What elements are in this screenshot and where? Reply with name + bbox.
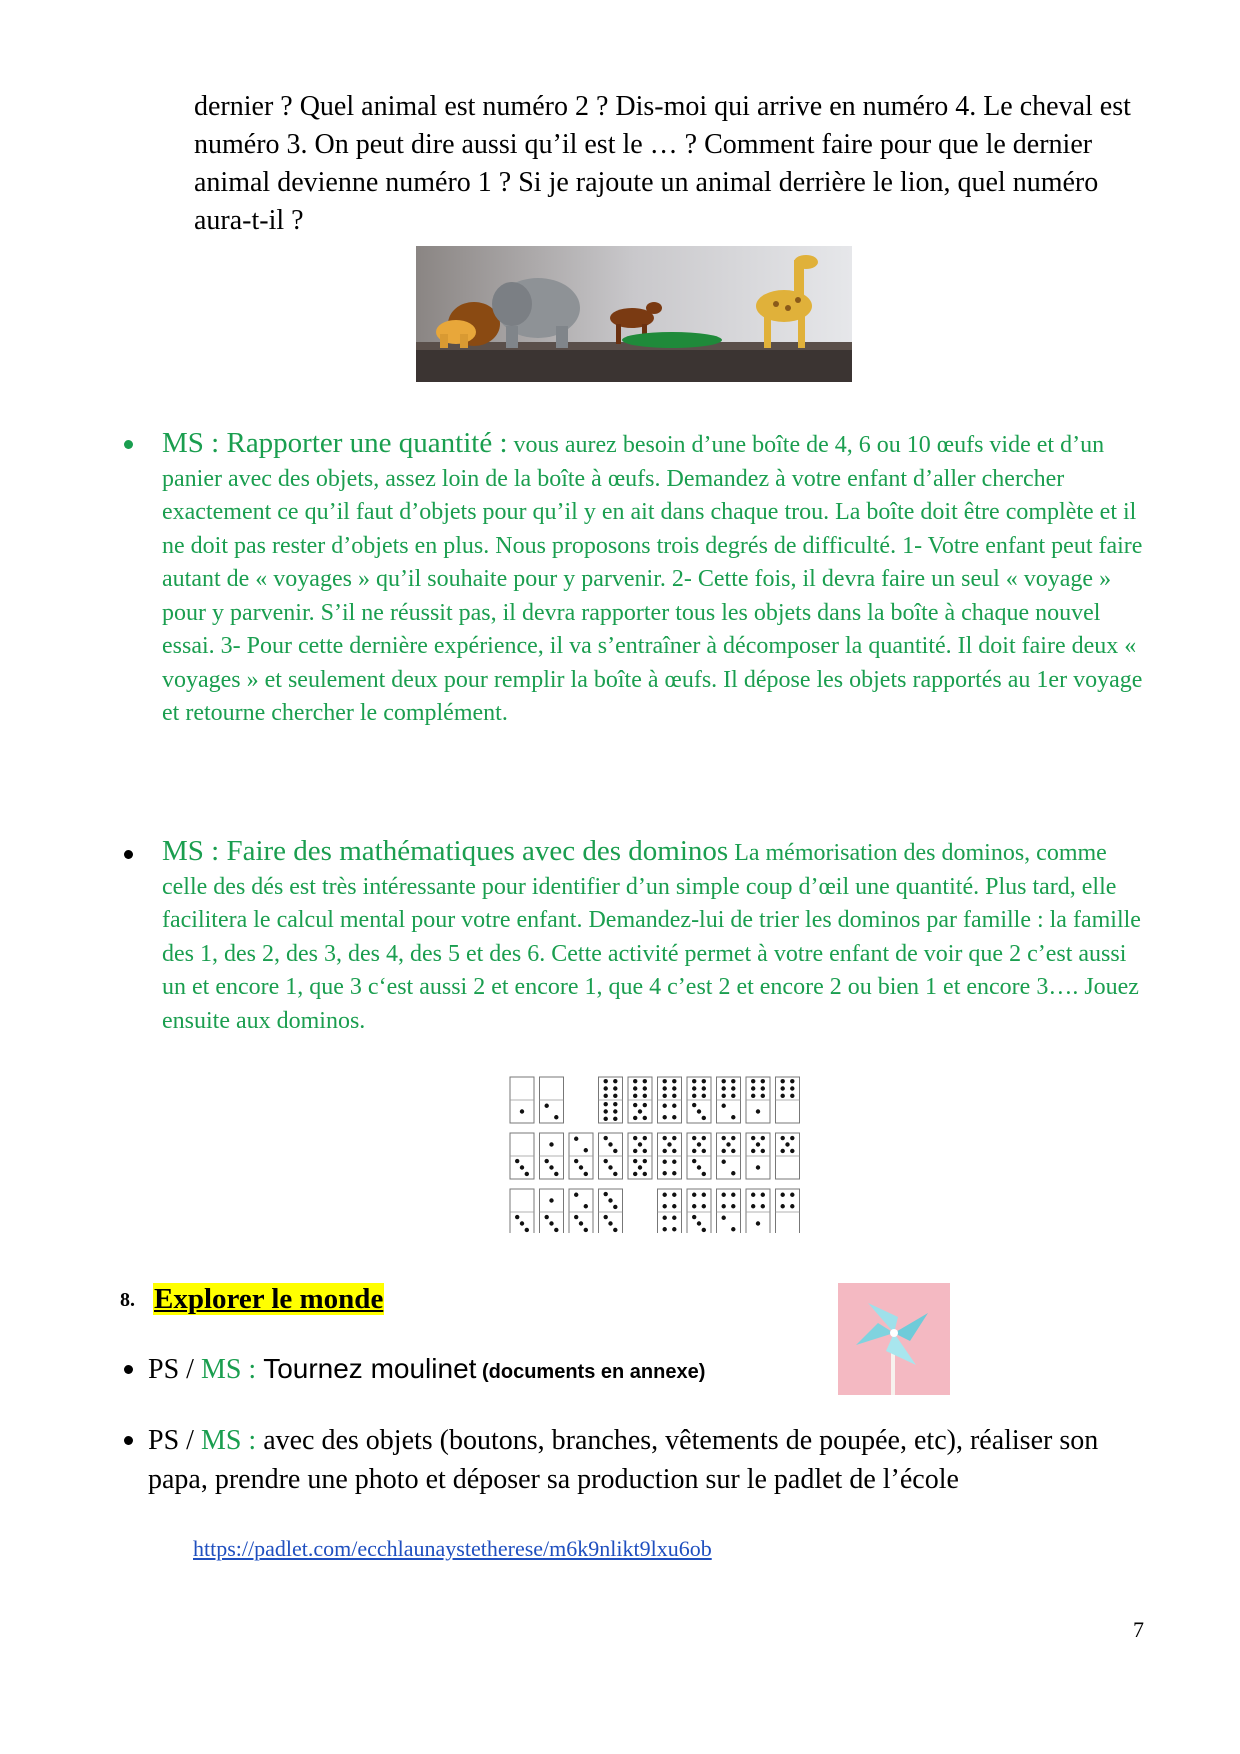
domino-pip xyxy=(722,1079,726,1083)
section-heading xyxy=(120,1283,384,1316)
domino-pip xyxy=(731,1204,735,1208)
domino-pip xyxy=(722,1160,726,1164)
domino-pip xyxy=(781,1086,785,1090)
bullet-dot xyxy=(124,1436,133,1445)
dominos-illustration xyxy=(508,1075,806,1233)
domino-pip xyxy=(604,1159,608,1163)
domino-pip xyxy=(672,1204,676,1208)
domino-pip xyxy=(672,1160,676,1164)
ms-label: MS xyxy=(200,1425,242,1456)
domino-pip xyxy=(702,1149,706,1153)
domino-pip xyxy=(731,1079,735,1083)
domino-pip xyxy=(702,1116,706,1120)
domino-pip xyxy=(554,1115,558,1119)
domino-pip xyxy=(663,1227,667,1231)
domino-tile xyxy=(746,1077,770,1123)
domino-pip xyxy=(663,1104,667,1108)
padlet-link[interactable]: https://padlet.com/ecchlaunaystetherese/m6k9nlikt9lxu6ob xyxy=(193,1536,712,1561)
domino-pip xyxy=(781,1136,785,1140)
domino-pip xyxy=(604,1215,608,1219)
domino-pip xyxy=(520,1165,524,1169)
domino-pip xyxy=(702,1136,706,1140)
domino-pip xyxy=(790,1136,794,1140)
domino-pip xyxy=(781,1193,785,1197)
domino-pip xyxy=(545,1215,549,1219)
domino-pip xyxy=(515,1215,519,1219)
domino-pip xyxy=(751,1193,755,1197)
domino-pip xyxy=(638,1109,642,1113)
domino-pip xyxy=(702,1086,706,1090)
domino-pip xyxy=(549,1198,553,1202)
domino-pip xyxy=(613,1109,617,1113)
domino-pip xyxy=(702,1193,706,1197)
domino-tile xyxy=(599,1133,623,1179)
domino-pip xyxy=(692,1215,696,1219)
domino-pip xyxy=(604,1102,608,1106)
domino-pip xyxy=(731,1171,735,1175)
domino-pip xyxy=(751,1079,755,1083)
domino-pip xyxy=(692,1204,696,1208)
domino-pip xyxy=(663,1136,667,1140)
domino-pip xyxy=(702,1228,706,1232)
domino-tile xyxy=(717,1077,741,1123)
domino-tile xyxy=(658,1189,682,1233)
page-number: 7 xyxy=(1133,1617,1144,1642)
domino-tile xyxy=(599,1189,623,1233)
domino-pip xyxy=(643,1086,647,1090)
domino-pip xyxy=(672,1136,676,1140)
domino-pip xyxy=(604,1117,608,1121)
domino-pip xyxy=(722,1094,726,1098)
domino-pip xyxy=(790,1079,794,1083)
domino-tile xyxy=(540,1133,564,1179)
domino-tile xyxy=(776,1189,800,1233)
bullet-rapporter-quantite xyxy=(162,427,1148,731)
domino-tile xyxy=(540,1189,564,1233)
domino-pip xyxy=(638,1165,642,1169)
domino-pip xyxy=(672,1216,676,1220)
bullet-dot xyxy=(124,440,133,449)
domino-pip xyxy=(554,1228,558,1232)
domino-pip xyxy=(604,1086,608,1090)
domino-pip xyxy=(604,1192,608,1196)
domino-pip xyxy=(554,1172,558,1176)
section-title: Explorer le monde xyxy=(154,1283,384,1315)
domino-pip xyxy=(574,1159,578,1163)
bullet-dominos xyxy=(162,835,1148,1038)
bullet-dot xyxy=(124,1365,133,1374)
item-note: (documents en annexe) xyxy=(476,1361,706,1383)
domino-pip xyxy=(663,1149,667,1153)
domino-pip xyxy=(633,1149,637,1153)
domino-pip xyxy=(761,1086,765,1090)
domino-pip xyxy=(520,1109,524,1113)
domino-pip xyxy=(633,1172,637,1176)
domino-pip xyxy=(672,1079,676,1083)
domino-pip xyxy=(781,1079,785,1083)
domino-tile xyxy=(510,1077,534,1123)
domino-pip xyxy=(672,1086,676,1090)
domino-pip xyxy=(613,1079,617,1083)
domino-pip xyxy=(613,1094,617,1098)
domino-tile xyxy=(776,1133,800,1179)
domino-pip xyxy=(731,1136,735,1140)
domino-pip xyxy=(525,1172,529,1176)
domino-pip xyxy=(643,1149,647,1153)
domino-pip xyxy=(756,1142,760,1146)
domino-pip xyxy=(756,1221,760,1225)
domino-pip xyxy=(785,1142,789,1146)
domino-pip xyxy=(545,1159,549,1163)
domino-pip xyxy=(751,1204,755,1208)
domino-pip xyxy=(545,1104,549,1108)
bullet-dot xyxy=(124,850,133,859)
domino-pip xyxy=(604,1094,608,1098)
ms-label: MS xyxy=(200,1354,242,1385)
domino-pip xyxy=(515,1159,519,1163)
domino-pip xyxy=(790,1149,794,1153)
domino-pip xyxy=(584,1204,588,1208)
domino-pip xyxy=(731,1193,735,1197)
domino-pip xyxy=(790,1204,794,1208)
domino-tile xyxy=(540,1077,564,1123)
domino-pip xyxy=(731,1115,735,1119)
colon: : xyxy=(241,1425,264,1456)
domino-pip xyxy=(722,1149,726,1153)
domino-tile xyxy=(717,1189,741,1233)
domino-pip xyxy=(643,1103,647,1107)
domino-pip xyxy=(584,1172,588,1176)
domino-pip xyxy=(751,1136,755,1140)
domino-pip xyxy=(584,1228,588,1232)
domino-pip xyxy=(663,1160,667,1164)
domino-pip xyxy=(722,1193,726,1197)
domino-pip xyxy=(643,1172,647,1176)
domino-pip xyxy=(525,1228,529,1232)
domino-pip xyxy=(702,1094,706,1098)
domino-tile xyxy=(569,1133,593,1179)
domino-pip xyxy=(643,1116,647,1120)
domino-pip xyxy=(667,1142,671,1146)
domino-pip xyxy=(672,1094,676,1098)
domino-pip xyxy=(608,1198,612,1202)
item-text: Tournez moulinet xyxy=(263,1353,477,1384)
domino-pip xyxy=(663,1193,667,1197)
domino-pip xyxy=(722,1204,726,1208)
item-tournez-moulinet xyxy=(148,1353,705,1386)
domino-pip xyxy=(633,1086,637,1090)
domino-pip xyxy=(722,1216,726,1220)
domino-pip xyxy=(751,1149,755,1153)
domino-pip xyxy=(608,1221,612,1225)
domino-tile xyxy=(687,1133,711,1179)
domino-tile xyxy=(569,1189,593,1233)
bullet-lead: MS : Rapporter une quantité : xyxy=(162,427,508,459)
domino-pip xyxy=(520,1221,524,1225)
domino-pip xyxy=(633,1159,637,1163)
domino-tile xyxy=(717,1133,741,1179)
domino-pip xyxy=(672,1149,676,1153)
domino-pip xyxy=(672,1115,676,1119)
domino-pip xyxy=(722,1136,726,1140)
bullet-body: vous aurez besoin d’une boîte de 4, 6 ou 10 œufs vide et d’un panier avec des objets, assez loin de la boîte à œufs. Demandez à votre enfant d’aller chercher exactement ce qu’il faut d’objets pour qu’il y en ait dans chaque trou. La boîte doit être complète et il ne doit pas rester d’objets en plus. Nous proposons trois degrés de difficulté. 1- Votre enfant peut faire autant de « voyages » qu’il souhaite pour y parvenir. 2- Cette fois, il devra faire un seul « voyage » pour y parvenir. S’il ne réussit pas, il devra rapporter tous les objets dans la boîte à chaque nouvel essai. 3- Pour cette dernière expérience, il va s’entraîner à décomposer la quantité. Il doit faire deux « voyages » et seulement deux pour remplir la boîte à œufs. Il dépose les objets rapportés au 1er voyage et retourne chercher le complément. xyxy=(162,432,1143,726)
domino-pip xyxy=(663,1204,667,1208)
separator: / xyxy=(179,1354,201,1385)
domino-pip xyxy=(574,1193,578,1197)
domino-pip xyxy=(781,1094,785,1098)
domino-tile xyxy=(687,1189,711,1233)
domino-pip xyxy=(663,1086,667,1090)
item-text: avec des objets (boutons, branches, vêtements de poupée, etc), réaliser son papa, prendre une photo et déposer sa production sur le padlet de l’école xyxy=(148,1425,1099,1495)
domino-pip xyxy=(579,1165,583,1169)
domino-pip xyxy=(579,1221,583,1225)
domino-pip xyxy=(692,1094,696,1098)
domino-pip xyxy=(613,1149,617,1153)
bullet-body: La mémorisation des dominos, comme celle des dés est très intéressante pour identifier d’un simple coup d’œil une quantité. Plus tard, elle facilitera le calcul mental pour votre enfant. Demandez-lui de trier les dominos par famille : la famille des 1, des 2, des 3, des 4, des 5 et des 6. Cette activité permet à votre enfant de voir que 2 c’est aussi un et encore 1, que 3 c‘est aussi 2 et encore 1, que 4 c’est 2 et encore 2 ou bien 1 et encore 3…. Jouez ensuite aux dominos. xyxy=(162,840,1141,1034)
ps-label: PS xyxy=(148,1354,180,1385)
domino-tile xyxy=(746,1133,770,1179)
domino-tile xyxy=(658,1077,682,1123)
domino-pip xyxy=(643,1079,647,1083)
domino-tile xyxy=(510,1189,534,1233)
domino-pip xyxy=(726,1142,730,1146)
domino-tile xyxy=(599,1077,623,1123)
domino-pip xyxy=(790,1094,794,1098)
domino-tile xyxy=(628,1133,652,1179)
domino-pip xyxy=(702,1079,706,1083)
domino-pip xyxy=(638,1142,642,1146)
domino-pip xyxy=(731,1094,735,1098)
domino-pip xyxy=(663,1115,667,1119)
domino-pip xyxy=(663,1079,667,1083)
domino-pip xyxy=(604,1079,608,1083)
domino-pip xyxy=(756,1165,760,1169)
domino-pip xyxy=(761,1204,765,1208)
domino-pip xyxy=(663,1171,667,1175)
domino-pip xyxy=(613,1172,617,1176)
domino-pip xyxy=(731,1086,735,1090)
domino-pip xyxy=(751,1086,755,1090)
colon: : xyxy=(241,1354,264,1385)
section-number: 8. xyxy=(120,1289,135,1311)
domino-pip xyxy=(697,1109,701,1113)
domino-pip xyxy=(672,1104,676,1108)
item-realiser-papa xyxy=(148,1422,1148,1499)
domino-pip xyxy=(643,1159,647,1163)
domino-tile xyxy=(628,1077,652,1123)
domino-pip xyxy=(702,1172,706,1176)
domino-pip xyxy=(613,1228,617,1232)
domino-pip xyxy=(756,1109,760,1113)
domino-pip xyxy=(702,1204,706,1208)
domino-pip xyxy=(663,1094,667,1098)
domino-pip xyxy=(608,1142,612,1146)
domino-pip xyxy=(751,1094,755,1098)
domino-pip xyxy=(574,1215,578,1219)
domino-pip xyxy=(761,1149,765,1153)
domino-pip xyxy=(781,1204,785,1208)
domino-pip xyxy=(692,1149,696,1153)
domino-pip xyxy=(643,1094,647,1098)
domino-pip xyxy=(761,1094,765,1098)
domino-pip xyxy=(722,1104,726,1108)
domino-pip xyxy=(761,1079,765,1083)
domino-pip xyxy=(604,1136,608,1140)
domino-pip xyxy=(692,1086,696,1090)
domino-pip xyxy=(731,1227,735,1231)
domino-pip xyxy=(697,1165,701,1169)
intro-paragraph: dernier ? Quel animal est numéro 2 ? Dis-moi qui arrive en numéro 4. Le cheval est numéro 3. On peut dire aussi qu’il est le … ? Comment faire pour que le dernier animal devienne numéro 1 ? Si je rajoute un animal derrière le lion, quel numéro aura-t-il ? xyxy=(194,91,1131,236)
domino-pip xyxy=(692,1136,696,1140)
domino-pip xyxy=(613,1205,617,1209)
bullet-lead: MS : Faire des mathématiques avec des dominos xyxy=(162,835,729,867)
animal-figurines-photo xyxy=(416,246,852,382)
ps-label: PS xyxy=(148,1425,180,1456)
domino-pip xyxy=(697,1221,701,1225)
domino-tile xyxy=(510,1133,534,1179)
domino-pip xyxy=(672,1227,676,1231)
domino-pip xyxy=(549,1221,553,1225)
domino-pip xyxy=(692,1159,696,1163)
domino-pip xyxy=(761,1193,765,1197)
domino-tile xyxy=(746,1189,770,1233)
domino-pip xyxy=(633,1079,637,1083)
domino-pip xyxy=(722,1086,726,1090)
domino-pip xyxy=(604,1109,608,1113)
domino-pip xyxy=(633,1116,637,1120)
domino-pip xyxy=(672,1193,676,1197)
separator: / xyxy=(179,1425,201,1456)
domino-pip xyxy=(608,1165,612,1169)
domino-pip xyxy=(672,1171,676,1175)
domino-pip xyxy=(697,1142,701,1146)
domino-pip xyxy=(613,1102,617,1106)
domino-pip xyxy=(692,1193,696,1197)
pinwheel-photo xyxy=(838,1283,950,1395)
domino-pip xyxy=(633,1103,637,1107)
domino-pip xyxy=(633,1136,637,1140)
domino-pip xyxy=(731,1149,735,1153)
domino-pip xyxy=(584,1148,588,1152)
domino-pip xyxy=(692,1079,696,1083)
domino-pip xyxy=(574,1137,578,1141)
domino-tile xyxy=(687,1077,711,1123)
domino-pip xyxy=(633,1094,637,1098)
domino-pip xyxy=(549,1165,553,1169)
domino-tile xyxy=(658,1133,682,1179)
domino-tile xyxy=(776,1077,800,1123)
domino-pip xyxy=(761,1136,765,1140)
domino-pip xyxy=(549,1142,553,1146)
domino-pip xyxy=(790,1086,794,1090)
domino-pip xyxy=(613,1086,617,1090)
domino-pip xyxy=(613,1117,617,1121)
domino-pip xyxy=(790,1193,794,1197)
domino-pip xyxy=(663,1216,667,1220)
domino-pip xyxy=(692,1103,696,1107)
domino-pip xyxy=(781,1149,785,1153)
domino-pip xyxy=(643,1136,647,1140)
